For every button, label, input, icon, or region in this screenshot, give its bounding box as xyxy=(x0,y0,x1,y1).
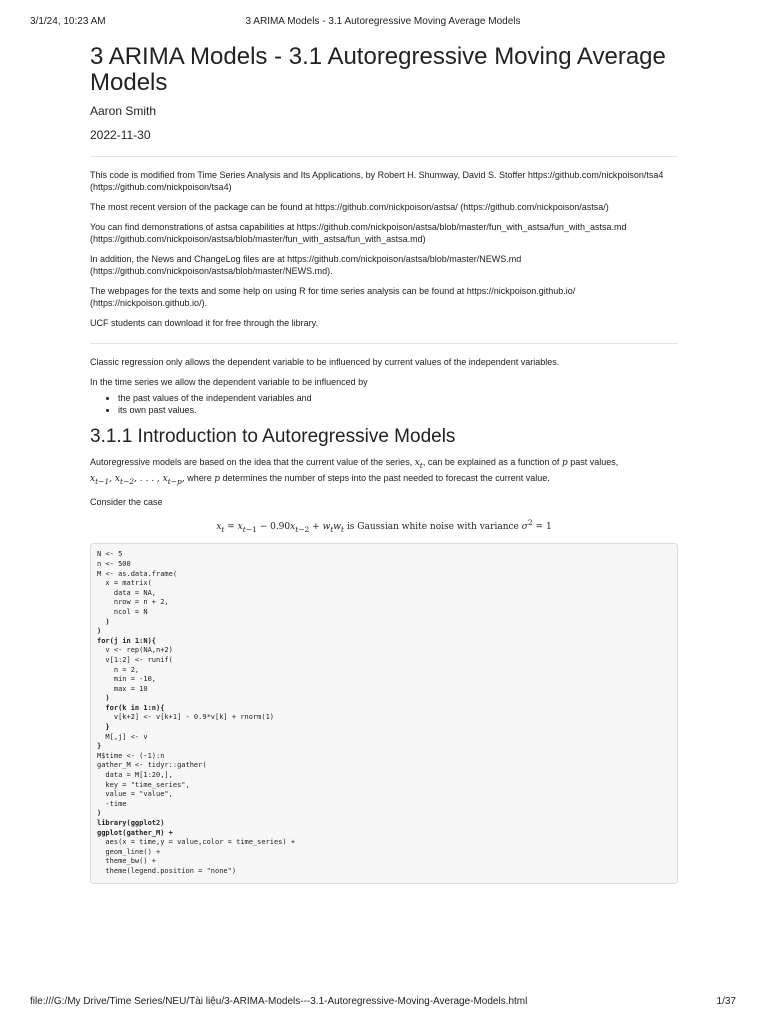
equation: $x_t = x_{t-1} - 0.90x_{t-2} + w_tw_t$ is Gaussian white noise with variance $\sigma^2 = 1$ xyxy=(216,517,552,534)
intro-section xyxy=(90,169,678,329)
code-line: v[1:2] <- runif( xyxy=(97,655,173,664)
intro-paragraph: UCF students can download it for free through the library. xyxy=(90,318,318,328)
divider xyxy=(90,343,678,344)
page-number: 1/37 xyxy=(716,996,736,1007)
code-text xyxy=(97,550,671,876)
code-line: data = M[1:20,], xyxy=(97,771,173,780)
print-footer xyxy=(30,996,736,1007)
code-line: ) xyxy=(97,627,102,636)
code-line: gather_M <- tidyr::gather( xyxy=(97,761,207,770)
print-header xyxy=(30,16,736,27)
code-line: ncol = N xyxy=(97,607,148,616)
regression-paragraph: Classic regression only allows the dependent variable to be influenced by current values of the independent variables. xyxy=(90,357,560,367)
code-line: n <- 500 xyxy=(97,559,131,568)
code-line: theme_bw() + xyxy=(97,857,157,866)
intro-paragraph: You can find demonstrations of astsa capabilities at https://github.com/nickpoison/astsa/blob/master/fun_with_astsa/fun_with_astsa.md (https://github.com/nickpoison/astsa/blob/master/fun_with_astsa/fun_with_astsa.md) xyxy=(90,222,627,244)
regression-section xyxy=(90,356,678,416)
code-line: nrow = n + 2, xyxy=(97,598,169,607)
list-item: • its own past values. xyxy=(118,404,678,416)
code-line: v[k+2] <- v[k+1] - 0.9*v[k] + rnorm(1) xyxy=(97,713,275,722)
code-line: x = matrix( xyxy=(97,579,152,588)
code-line: ) xyxy=(97,694,110,703)
code-line: ) xyxy=(97,809,102,818)
code-line: v <- rep(NA,n+2) xyxy=(97,646,173,655)
code-line: M$time <- (-1):n xyxy=(97,751,165,760)
code-line: N <- 5 xyxy=(97,550,123,559)
code-line: } xyxy=(97,723,110,732)
page-title: 3 ARIMA Models - 3.1 Autoregressive Moving Average Models xyxy=(90,43,666,96)
intro-paragraph: In addition, the News and ChangeLog files are at https://github.com/nickpoison/astsa/blob/master/NEWS.md (https://github.com/nickpoison/astsa/blob/master/NEWS.md). xyxy=(90,254,522,276)
bullet-list xyxy=(90,392,678,416)
code-line: min = -10, xyxy=(97,675,157,684)
print-page-title: 3 ARIMA Models - 3.1 Autoregressive Moving Average Models xyxy=(245,16,521,27)
code-line: M <- as.data.frame( xyxy=(97,569,178,578)
code-line: library(ggplot2) xyxy=(97,819,165,828)
author: Aaron Smith xyxy=(90,104,157,118)
regression-paragraph: In the time series we allow the dependent variable to be influenced by xyxy=(90,377,368,387)
document-body xyxy=(90,44,678,884)
divider xyxy=(90,156,678,157)
code-line: for(j in 1:N){ xyxy=(97,636,157,645)
code-line: -time xyxy=(97,799,127,808)
code-line: n = 2, xyxy=(97,665,140,674)
print-datetime: 3/1/24, 10:23 AM xyxy=(30,16,106,27)
list-item: • the past values of the independent variables and xyxy=(118,392,678,404)
code-line: ggplot(gather_M) + xyxy=(97,828,173,837)
code-line: M[,j] <- v xyxy=(97,732,148,741)
code-block xyxy=(90,543,678,883)
code-line: } xyxy=(97,742,102,751)
code-line: data = NA, xyxy=(97,588,157,597)
code-line: ) xyxy=(97,617,110,626)
intro-paragraph: The most recent version of the package can be found at https://github.com/nickpoison/astsa/ (https://github.com/nickpoison/astsa/) xyxy=(90,202,609,212)
date: 2022-11-30 xyxy=(90,128,151,142)
file-path: file:///G:/My Drive/Time Series/NEU/Tài liệu/3-ARIMA-Models---3.1-Autoregressive-Moving-Average-Models.html xyxy=(30,996,528,1007)
code-line: max = 10 xyxy=(97,684,148,693)
code-line: theme(legend.position = "none") xyxy=(97,866,237,875)
code-line: geom_line() + xyxy=(97,847,161,856)
code-line: value = "value", xyxy=(97,790,173,799)
code-line: aes(x = time,y = value,color = time_series) + xyxy=(97,838,296,847)
consider-text: Consider the case xyxy=(90,496,163,507)
ar-paragraph: Autoregressive models are based on the idea that the current value of the series, $x_t$, can be explained as a function of p past values, $x_{t-1}$, $x_{t-2}$, . . . , $x_{t-p}$, where p determines the number of steps into the past needed to forecast the current value. xyxy=(90,457,619,486)
section-heading: 3.1.1 Introduction to Autoregressive Models xyxy=(90,426,456,447)
intro-paragraph: The webpages for the texts and some help on using R for time series analysis can be found at https://nickpoison.github.io/ (https://nickpoison.github.io/). xyxy=(90,286,576,308)
code-line: key = "time_series", xyxy=(97,780,190,789)
intro-paragraph: This code is modified from Time Series Analysis and Its Applications, by Robert H. Shumway, David S. Stoffer https://github.com/nickpoison/tsa4 (https://github.com/nickpoison/tsa4) xyxy=(90,170,664,192)
code-line: for(k in 1:n){ xyxy=(97,703,165,712)
